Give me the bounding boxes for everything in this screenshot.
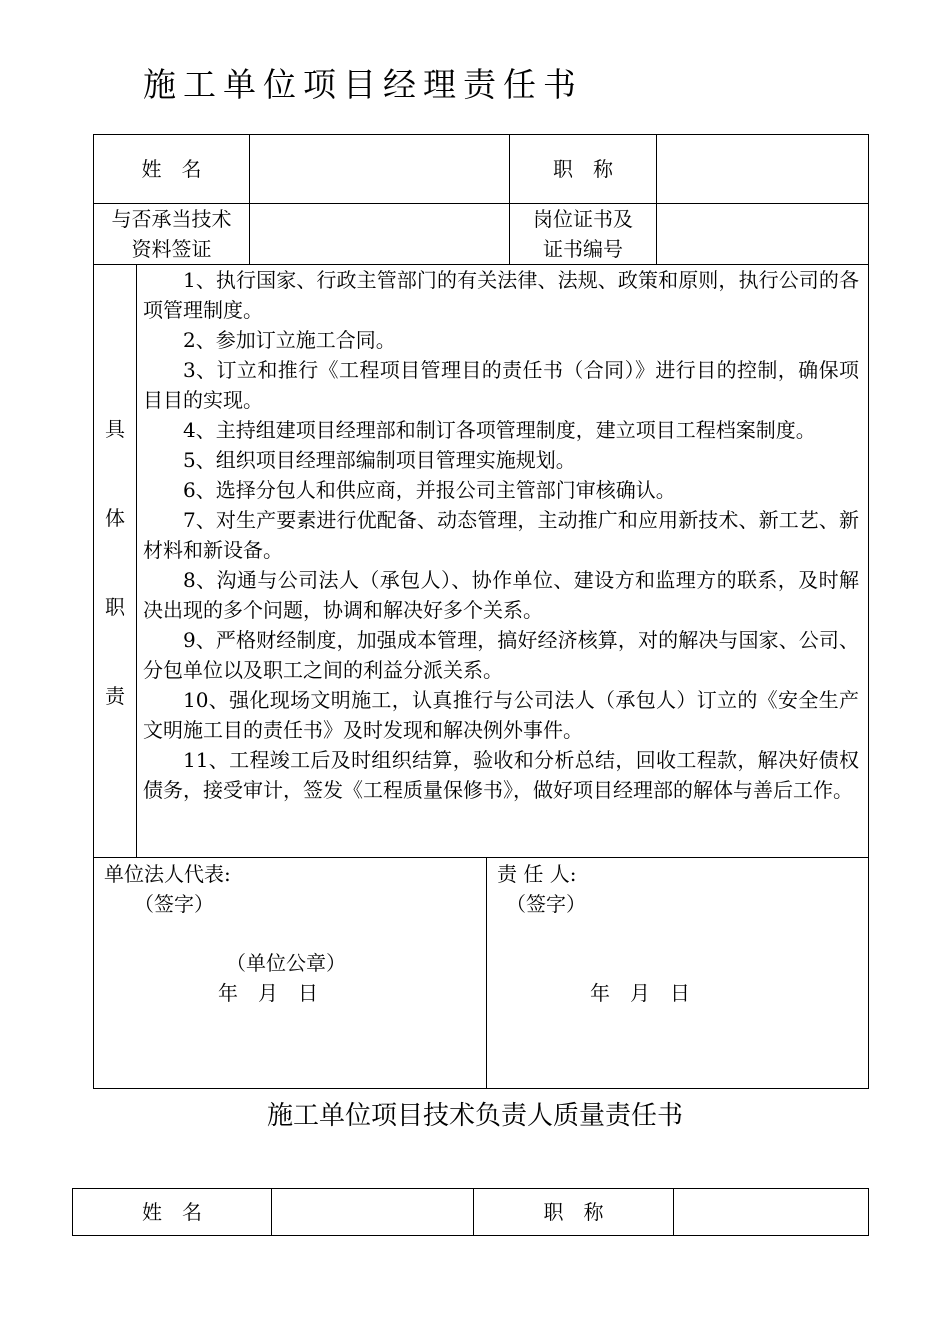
duty-item: 9、严格财经制度，加强成本管理，搞好经济核算，对的解决与国家、公司、分包单位以及职工之间的利益分派关系。	[143, 628, 859, 682]
tech-sign-label	[94, 204, 249, 264]
responsible-person-sign: （签字）	[506, 892, 586, 916]
col-divider	[136, 264, 137, 857]
tech-sign-field[interactable]	[250, 204, 509, 264]
title-label: 职 称	[553, 157, 613, 181]
responsible-person-label: 责 任 人:	[497, 862, 577, 886]
row-divider	[93, 857, 869, 858]
section-label-char: 责	[105, 684, 125, 708]
col-divider	[486, 857, 487, 1089]
tech-sign-label-line2: 资料签证	[131, 237, 212, 261]
duty-item: 10、强化现场文明施工，认真推行与公司法人（承包人）订立的《安全生产文明施工目的责任书》及时发现和解决例外事件。	[143, 688, 859, 742]
duty-item: 4、主持组建项目经理部和制订各项管理制度，建立项目工程档案制度。	[183, 418, 816, 442]
second-name-field[interactable]	[272, 1189, 473, 1235]
duty-item: 3、订立和推行《工程项目管理目的责任书（合同）》进行目的控制，确保项目目的实现。	[143, 358, 859, 412]
section-label-char: 职	[105, 595, 125, 619]
duty-item: 2、参加订立施工合同。	[183, 328, 396, 352]
name-label: 姓 名	[141, 157, 202, 181]
legal-rep-label: 单位法人代表:	[104, 862, 231, 886]
duty-item: 7、对生产要素进行优配备、动态管理，主动推广和应用新技术、新工艺、新材料和新设备。	[143, 508, 859, 562]
right-date: 年 月 日	[590, 981, 690, 1005]
legal-rep-sign: （签字）	[134, 892, 214, 916]
duty-item: 6、选择分包人和供应商，并报公司主管部门审核确认。	[183, 478, 676, 502]
document-title: 施工单位项目经理责任书	[143, 65, 583, 104]
cert-label-line2: 证书编号	[543, 237, 623, 261]
second-title-field[interactable]	[674, 1189, 868, 1235]
company-seal: （单位公章）	[226, 951, 346, 975]
duty-item: 8、沟通与公司法人（承包人）、协作单位、建设方和监理方的联系，及时解决出现的多个问题，协调和解决好多个关系。	[143, 568, 859, 622]
title-field[interactable]	[657, 135, 868, 203]
section-label-char: 具	[105, 417, 125, 441]
duty-item: 11、工程竣工后及时组织结算，验收和分析总结，回收工程款，解决好债权债务，接受审计，签发《工程质量保修书》，做好项目经理部的解体与善后工作。	[143, 748, 859, 802]
name-field[interactable]	[250, 135, 509, 203]
duties-list	[143, 265, 859, 805]
second-title-label: 职 称	[543, 1200, 604, 1224]
duty-item: 5、组织项目经理部编制项目管理实施规划。	[183, 448, 576, 472]
left-date: 年 月 日	[218, 981, 318, 1005]
section-label-char: 体	[105, 506, 125, 530]
cert-field[interactable]	[657, 204, 868, 264]
second-name-label: 姓 名	[142, 1200, 202, 1224]
cert-label-line1: 岗位证书及	[533, 207, 633, 231]
second-document-title: 施工单位项目技术负责人质量责任书	[266, 1101, 683, 1131]
duty-item: 1、执行国家、行政主管部门的有关法律、法规、政策和原则，执行公司的各项管理制度。	[143, 268, 859, 322]
cert-label	[510, 204, 656, 264]
tech-sign-label-line1: 与否承当技术	[111, 207, 232, 231]
